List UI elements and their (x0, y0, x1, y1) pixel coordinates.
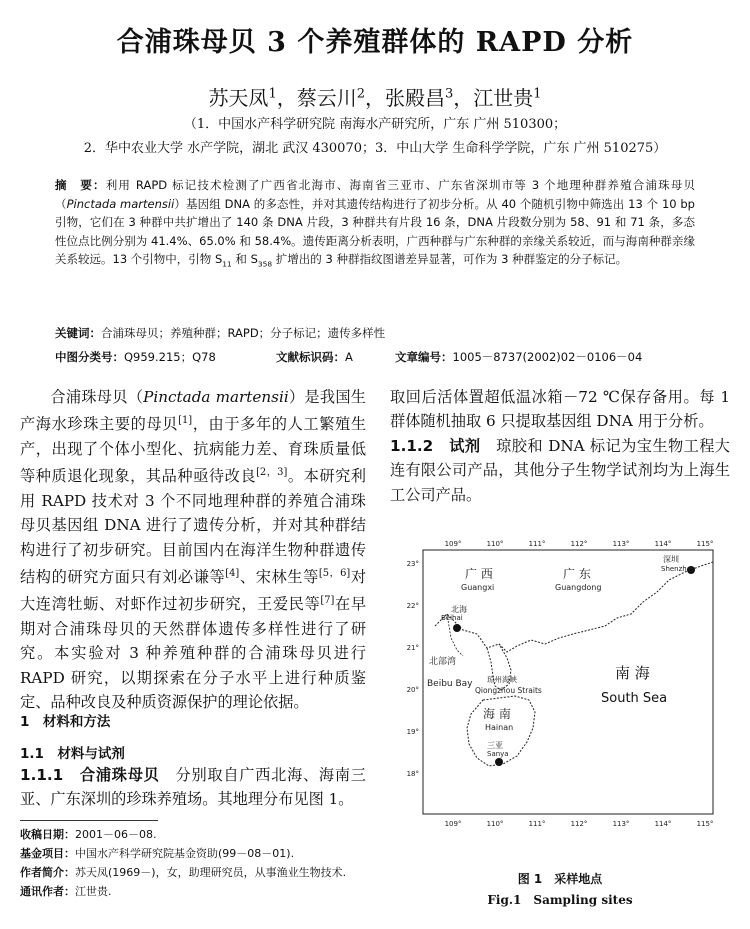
body-text: 在早期对合浦珠母贝的天然群体遗传多样性进行了研究。本实验对 3 种养殖种群的合浦珠母贝进行 RAPD 研究，以期探索在分子水平上进行种质鉴定、品种改良及种质资源保护的理论依据。 (20, 595, 367, 712)
map-top-axis (445, 540, 714, 548)
abstract-text: 利用 RAPD 标记技术检测了广西省北海市、海南省三亚市、广东省深圳市等 3 个地理种群养殖合浦珠母贝（ (55, 178, 695, 211)
map-bottom-axis (445, 820, 714, 828)
guangxi-label: 广 西 (465, 567, 493, 581)
article-label: 文章编号： (395, 350, 453, 364)
clc-number (55, 349, 216, 365)
subsection-heading: 1.1.1 合浦珠母贝 (20, 766, 160, 784)
sanya-label-en: Sanya (487, 750, 509, 758)
body-text: 。本研究利用 RAPD 技术对 3 个不同地理种群的养殖合浦珠母贝基因组 DNA 进行了遗传分析，并对其种群结构进行了初步研究。目前国内在海洋生物种群遗传结构的研究方面只有刘必谦等 (20, 467, 366, 587)
lon-tick: 112° (570, 820, 588, 828)
primer-subscript: 358 (257, 259, 273, 269)
lon-tick: 113° (612, 820, 630, 828)
body-text: ）是我国生产海水珍珠主要的母贝 (20, 388, 366, 434)
lon-tick: 115° (696, 820, 714, 828)
keywords-text: 合浦珠母贝；养殖种群；RAPD；分子标记；遗传多样性 (101, 326, 386, 340)
author-list: 苏天凤$^1$，蔡云川$^2$，张殿昌$^3$，江世贵$^1$ (208, 86, 542, 110)
abstract-text: ）基因组 DNA 的多态性，并对其遗传结构进行了初步分析。从 40 个随机引物中筛选出 13 个 10 bp 引物，它们在 3 种群中共扩增出了 140 条 DNA 片段，3 种群共有片段 16 条，DNA 片段数分别为 58、91 和 71 条，多态性位点比例分别为 41.4%、65.0% 和 58.4%。遗传距离分析表明，广西种群与广东种群的亲缘关系较近，而与海南种群亲缘关系较远。13 个引物中，引物 S (55, 196, 695, 267)
citation: [4] (225, 567, 240, 579)
guangdong-label: 广 东 (563, 567, 591, 581)
footnote-correspondence (20, 883, 112, 899)
beihai-site-marker (453, 624, 461, 632)
lat-tick: 22° (406, 602, 419, 610)
strait-label: 琼州海峡 (487, 675, 517, 684)
body-text: 、宋林生等 (239, 568, 319, 587)
keywords (55, 325, 385, 341)
guangdong-label-en: Guangdong (555, 583, 602, 592)
body-text: ，由于多年的人工繁殖生产，出现了个体小型化、抗病能力差、育珠质量低等种质退化现象，其品种亟待改良 (20, 415, 367, 486)
article-number (395, 349, 642, 365)
beibu-bay-label: 北部湾 (429, 657, 457, 667)
footnote-label: 通讯作者： (20, 885, 75, 898)
citation: [5，6] (318, 567, 351, 579)
hainan-label-en: Hainan (485, 723, 514, 732)
south-sea-label: 南 海 (615, 664, 650, 682)
guangxi-label-en: Guangxi (461, 583, 495, 592)
sanya-label: 三亚 (487, 741, 503, 750)
footnote-text: 苏天凤(1969－)，女，助理研究员，从事渔业生物技术. (75, 866, 347, 879)
citation: [7] (320, 595, 335, 607)
footnote-author (20, 864, 346, 880)
lon-tick: 109° (444, 820, 462, 828)
figure-caption: 图 1 采样地点 (517, 872, 603, 886)
lon-tick: 111° (528, 820, 546, 828)
abstract-label: 摘 要： (55, 178, 106, 192)
beihai-label-en: Beihai (441, 614, 463, 622)
citation: [2，3] (256, 467, 288, 479)
beihai-label: 北海 (451, 605, 467, 614)
species-latin: Pinctada martensii (66, 196, 175, 211)
body-text: 分别取自广西北海、海南三亚、广东深圳的珍珠养殖场。其地理分布见图 1。 (20, 766, 366, 809)
doc-code (276, 349, 353, 365)
strait-label-en: Qiongzhou Straits (475, 686, 542, 695)
footnote-fund (20, 845, 294, 861)
intro-paragraph (20, 385, 366, 715)
body-text: 对大连湾牡蛎、对虾作过初步研究，王爱民等 (20, 568, 367, 614)
footnote-text: 江世贵. (75, 885, 112, 898)
lon-tick: 110° (486, 820, 504, 828)
right-column-paragraph: 取回后活体置超低温冰箱－72 ℃保存备用。每 1 群体随机抽取 6 只提取基因组 DNA 用于分析。 (390, 388, 730, 431)
lat-tick: 21° (406, 644, 419, 652)
author-affil-mark: 2 (356, 86, 365, 102)
doc-label: 文献标识码： (276, 350, 345, 364)
shenzhen-label-en: Shenzhen (661, 565, 696, 573)
author-affil-mark: 1 (533, 86, 542, 102)
body-text: 合浦珠母贝（ (50, 388, 144, 406)
article-value: 1005－8737(2002)02－0106－04 (452, 350, 643, 364)
clc-value: Q959.215；Q78 (124, 350, 216, 364)
keywords-label: 关键词： (55, 326, 101, 340)
affiliation-line-2: 2．华中农业大学 水产学院，湖北 武汉 430070；3．中山大学 生命科学学院，广东 广州 510275） (83, 141, 667, 156)
footnote-label: 基金项目： (20, 847, 75, 860)
section-1-1-1 (20, 763, 366, 812)
footnote-divider (20, 820, 158, 821)
lat-tick: 20° (406, 686, 419, 694)
left-column (20, 385, 366, 715)
lon-tick: 109° (444, 540, 462, 548)
map-left-axis (407, 560, 419, 778)
lon-tick: 115° (696, 540, 714, 548)
lon-tick: 111° (528, 540, 546, 548)
beibu-bay-label-en: Beibu Bay (427, 679, 473, 689)
primer-subscript: 11 (222, 259, 232, 269)
footnote-text: 2001－06－08. (75, 828, 157, 841)
abstract (55, 176, 695, 274)
subsection-heading: 1.1.2 试剂 (390, 437, 481, 455)
lon-tick: 112° (570, 540, 588, 548)
footnote-received (20, 826, 157, 842)
lat-tick: 23° (406, 560, 419, 568)
sampling-map (395, 538, 725, 858)
south-sea-label-en: South Sea (601, 691, 668, 706)
clc-label: 中图分类号： (55, 350, 124, 364)
author-affil-mark: 1 (268, 86, 277, 102)
author-name: 江世贵 (473, 86, 534, 110)
footnote-label: 作者简介： (20, 866, 75, 879)
abstract-text: 和 S (231, 252, 258, 267)
sanya-site-marker (495, 758, 503, 766)
species-latin: Pinctada martensii (143, 388, 289, 406)
footnote-text: 中国水产科学研究院基金资助(99－08－01). (75, 847, 295, 860)
author-name: 苏天凤 (208, 86, 269, 110)
author-name: 蔡云川 (296, 86, 357, 110)
section-heading-1: 1 材料和方法 (20, 714, 111, 730)
affiliation-line-1: （1．中国水产科学研究院 南海水产研究所，广东 广州 510300； (183, 117, 567, 132)
footnote-label: 收稿日期： (20, 828, 75, 841)
author-name: 张殿昌 (385, 86, 445, 110)
author-affil-mark: 3 (445, 86, 454, 102)
section-heading-1-1: 1.1 材料与试剂 (20, 746, 125, 762)
abstract-text: 扩增出的 3 种群指纹图谱差异显著，可作为 3 种群鉴定的分子标记。 (272, 252, 628, 267)
lon-tick: 114° (654, 820, 672, 828)
lon-tick: 110° (486, 540, 504, 548)
lat-tick: 19° (406, 728, 419, 736)
hainan-label: 海 南 (483, 707, 511, 721)
paper-title: 合浦珠母贝 3 个养殖群体的 RAPD 分析 (116, 27, 634, 58)
lat-tick: 18° (406, 770, 419, 778)
citation: [1] (178, 415, 193, 427)
section-1-1-2 (390, 434, 730, 507)
lon-tick: 114° (654, 540, 672, 548)
doc-value: A (345, 350, 353, 364)
lon-tick: 113° (612, 540, 630, 548)
figure-caption-en: Fig.1 Sampling sites (487, 893, 633, 907)
body-text: 琼胶和 DNA 标记为宝生物工程大连有限公司产品，其他分子生物学试剂均为上海生工公司产品。 (390, 437, 730, 504)
shenzhen-label: 深圳 (663, 555, 679, 564)
